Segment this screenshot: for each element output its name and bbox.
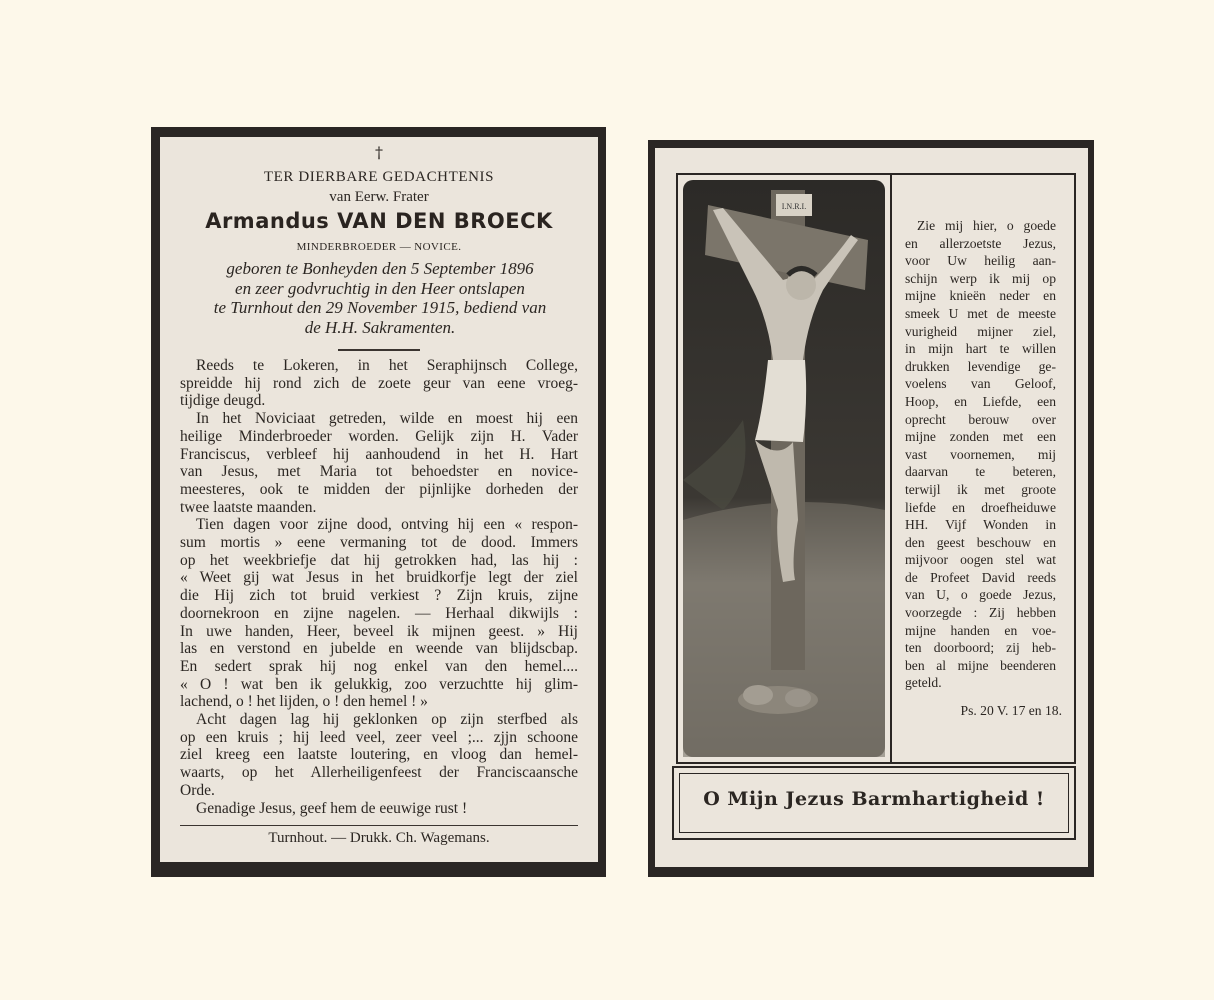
card-paper <box>655 148 1088 867</box>
prayer-line: voelens van Geloof, <box>905 376 1056 392</box>
text-line: las en verstond en jubelde en weende van blijdscbap. <box>180 640 578 658</box>
divider <box>338 349 420 351</box>
prayer-line: mijne knieën neder en <box>905 288 1056 304</box>
dates-line: en zeer godvruchtig in den Heer ontslapen <box>235 278 525 298</box>
prayer-line: van U, o goede Jezus, <box>905 587 1056 603</box>
text-line: van Jesus, met Maria tot behoedster en novice- <box>180 463 578 481</box>
text-line: In het Noviciaat getreden, wilde en moest hij een <box>196 410 578 428</box>
closing-prayer: Genadige Jesus, geef hem de eeuwige rust ! <box>196 799 468 817</box>
prayer-line: den geest beschouw en <box>905 534 1056 550</box>
text-line: heilige Minderbroeder worden. Gelijk zijn H. Vader <box>180 427 578 445</box>
card-paper <box>160 137 598 862</box>
inri-plaque: I.N.R.I. <box>781 202 807 211</box>
prayer-line: vurigheid mijner ziel, <box>905 323 1056 339</box>
prayer-line: voor Uw heilig aan- <box>905 253 1056 269</box>
prayer-line: geteld. <box>905 675 942 691</box>
prayer-line: in mijn hart te willen <box>905 341 1056 357</box>
prayer-line: ben al mijne beenderen <box>905 657 1056 673</box>
text-line: Reeds te Lokeren, in het Seraphijnsch College, <box>196 357 578 374</box>
text-line: lachend, o ! het lijden, o ! den hemel ! » <box>180 693 428 711</box>
printer-credit: Turnhout. — Drukk. Ch. Wagemans. <box>268 830 490 846</box>
prayer-line: terwijl ik met groote <box>905 481 1056 497</box>
crucifix-illustration <box>683 180 885 757</box>
invocation-banner <box>672 766 1076 840</box>
text-line: Tien dagen voor zijne dood, ontving hij een « respon- <box>196 516 578 534</box>
text-line: twee laatste maanden. <box>180 498 317 516</box>
dates-line: de H.H. Sakramenten. <box>304 317 456 337</box>
prayer-line: smeek U met de meeste <box>905 305 1056 321</box>
dates-line: te Turnhout den 29 November 1915, bediend van <box>213 298 547 317</box>
prayer-line: ten doorboord; zij heb- <box>905 640 1056 656</box>
prayer-line: schijn werp ik mij op <box>905 270 1056 286</box>
psalm-reference: Ps. 20 V. 17 en 18. <box>960 703 1062 718</box>
text-line: « Weet gij wat Jesus in het bruidkorfje legt der ziel <box>180 569 578 587</box>
text-line: waarts, op het Allerheiligenfeest der Franciscaansche <box>180 764 578 782</box>
text-line: Franciscus, verbleef hij aanhoudend in het H. Hart <box>180 445 578 463</box>
paragraph <box>180 410 578 516</box>
text-line: op een kruis ; hij leed veel, zeer veel ;... zjjn schoone <box>180 728 578 746</box>
text-line: die Hij zich tot bruid verkiest ? Zijn kruis, zijne <box>180 587 578 605</box>
text-line: sum mortis » eene vermaning tot de dood. Immers <box>180 534 578 552</box>
text-line: En sedert sprak hij nog enkel van den hemel.... <box>180 657 578 675</box>
prayer-line: daarvan te beteren, <box>905 464 1056 480</box>
prayer-text <box>905 217 1056 692</box>
invocation-text: O Mijn Jezus Barmhartigheid ! <box>703 788 1045 810</box>
text-line: tijdige deugd. <box>180 392 266 410</box>
paragraph <box>180 516 578 711</box>
biography-text <box>180 357 578 817</box>
text-line: Orde. <box>180 781 215 799</box>
deceased-name: Armandus VAN DEN BROECK <box>205 209 553 233</box>
prayer-line: HH. Vijf Wonden in <box>905 517 1056 533</box>
prayer-line: en allerzoetste Jezus, <box>905 235 1056 251</box>
prayer-panel <box>890 173 1076 764</box>
prayer-line: drukken levendige ge- <box>905 358 1056 374</box>
text-line: Acht dagen lag hij geklonken op zijn sterfbed als <box>196 711 578 729</box>
dates-line: geboren te Bonheyden den 5 September 1896 <box>226 259 534 278</box>
prayer-line: mijvoor oogen stel wat <box>905 552 1056 568</box>
prayer-line: Zie mij hier, o goede <box>917 218 1056 233</box>
crucifix-image <box>676 173 892 764</box>
prayer-line: Hoop, en Liefde, een <box>905 393 1056 409</box>
prayer-line: mijne zonden met een <box>905 429 1056 445</box>
dates-block <box>180 259 580 337</box>
text-line: In uwe handen, Heer, beveel ik mijnen geest. » Hij <box>180 622 578 640</box>
prayer-line: vast voornemen, mij <box>905 446 1056 462</box>
prayer-line: liefde en droefheiduwe <box>905 499 1056 515</box>
divider <box>180 825 578 826</box>
text-line: meesteres, ook te midden der pijnlijke dorheden der <box>180 480 578 498</box>
text-line: op het weekbriefje dat hij getrokken had, las hij : <box>180 551 578 569</box>
text-line: ziel kreeg een laatste loutering, en vloog dan hemel- <box>180 746 578 764</box>
prayer-line: de Profeet David reeds <box>905 569 1056 585</box>
heading: TER DIERBARE GEDACHTENIS <box>263 169 495 185</box>
subheading: van Eerw. Frater <box>329 189 429 205</box>
prayer-line: mijne handen en voe- <box>905 622 1056 638</box>
prayer-line: oprecht berouw over <box>905 411 1056 427</box>
paragraph <box>180 711 578 800</box>
cross-icon: † <box>375 143 383 162</box>
prayer-line: voorzegde : Zij hebben <box>905 605 1056 621</box>
memorial-card-front <box>151 127 606 877</box>
paragraph <box>180 357 578 410</box>
memorial-card-back <box>648 140 1094 877</box>
text-line: « O ! wat ben ik gelukkig, zoo verzuchtte hij glim- <box>180 675 578 693</box>
deceased-title: MINDERBROEDER — NOVICE. <box>296 241 462 253</box>
text-line: doornekroon en zijne nagelen. — Herhaal dikwijls : <box>180 604 578 622</box>
text-line: spreidde hij rond zich de zoete geur van eene vroeg- <box>180 374 578 392</box>
